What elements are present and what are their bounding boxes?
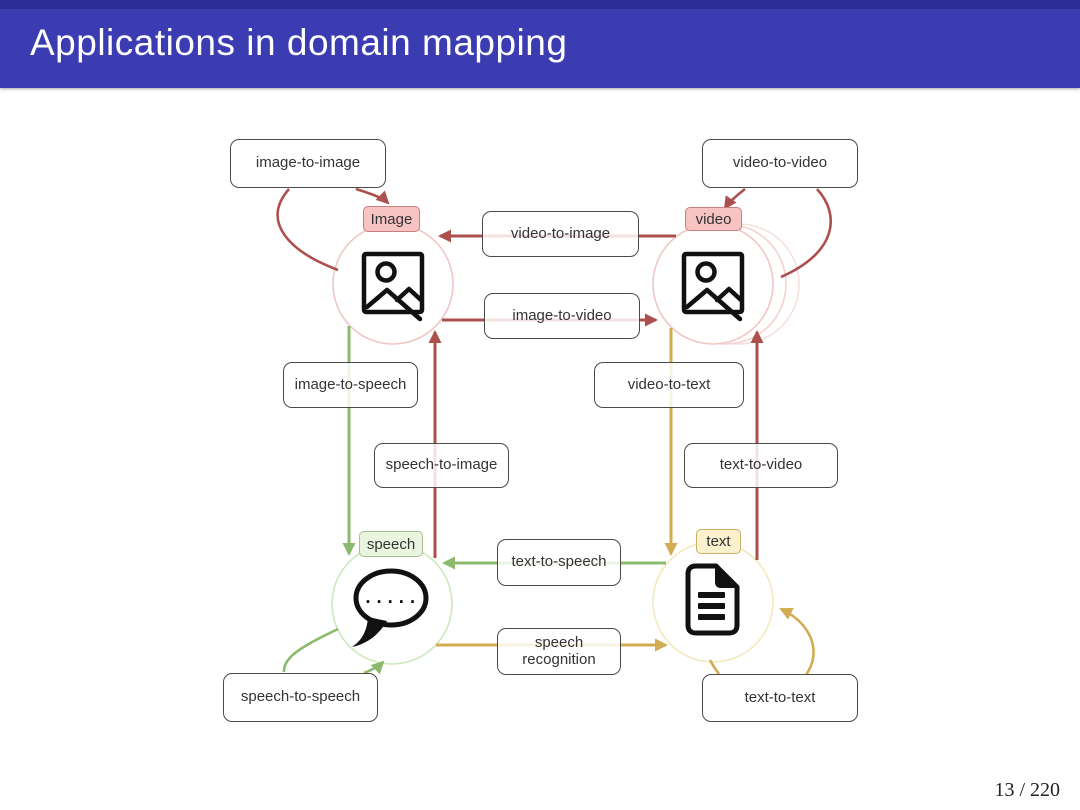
edge-label-image-to-speech: image-to-speech (283, 362, 418, 408)
edge-label-video-to-image: video-to-image (482, 211, 639, 257)
edge-label-video-to-video: video-to-video (702, 139, 858, 188)
edge-label-text-to-video: text-to-video (684, 443, 838, 488)
edge-label-text-to-speech: text-to-speech (497, 539, 621, 586)
page-title: Applications in domain mapping (30, 22, 568, 63)
image-to-image-loop-out (278, 189, 338, 270)
speech-bubble-dots: ..... (363, 588, 419, 607)
edge-label-image-to-video: image-to-video (484, 293, 640, 339)
edge-label-speech-to-image: speech-to-image (374, 443, 509, 488)
video-node-circle (653, 224, 773, 344)
edge-label-speech-to-speech: speech-to-speech (223, 673, 378, 722)
speech-node-badge: speech (359, 531, 423, 557)
image-node-circle (333, 224, 453, 344)
edge-label-image-to-image: image-to-image (230, 139, 386, 188)
page-number: 13 / 220 (994, 779, 1060, 801)
video-node-badge: video (685, 207, 742, 231)
edge-label-text-to-text: text-to-text (702, 674, 858, 722)
text-to-text-loop-in (781, 609, 814, 675)
speech-to-speech-loop-in (364, 662, 383, 673)
edge-label-speech-recognition: speech recognition (497, 628, 621, 675)
image-node-badge: Image (363, 206, 420, 232)
video-to-video-loop-in (725, 189, 745, 208)
edge-label-video-to-text: video-to-text (594, 362, 744, 408)
image-to-image-loop-in (356, 189, 388, 203)
speech-to-speech-loop-out (284, 629, 338, 672)
text-node-badge: text (696, 529, 741, 554)
